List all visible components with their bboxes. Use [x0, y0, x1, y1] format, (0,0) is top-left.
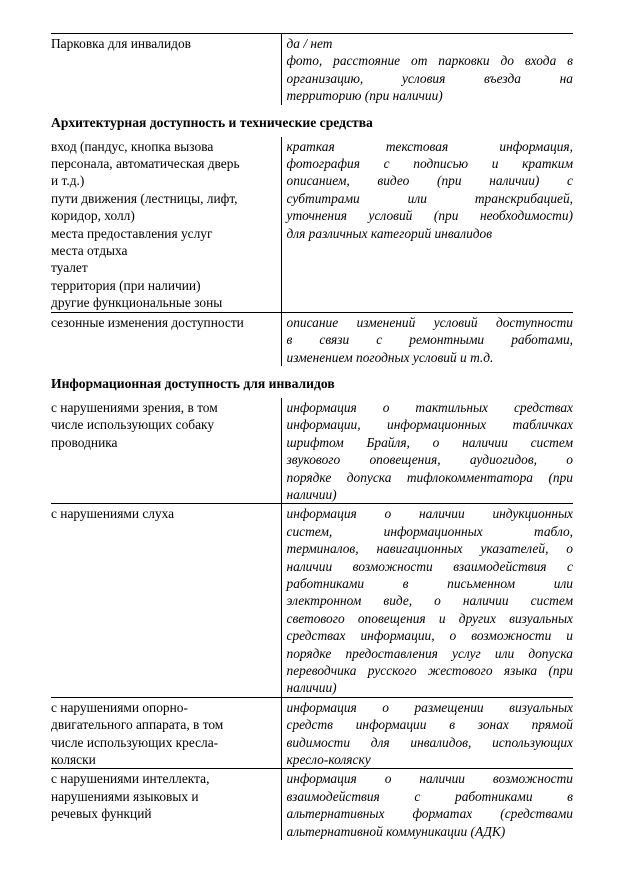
- value-line: шрифтом Брайля, о наличии систем: [286, 434, 573, 450]
- row-value: [281, 769, 573, 840]
- label-line: Парковка для инвалидов: [51, 36, 191, 51]
- label-line: персонала, автоматическая дверь: [51, 156, 240, 172]
- label-line: места отдыха: [51, 243, 128, 259]
- table-row: [51, 398, 573, 504]
- label-line: числе использующих кресла-: [51, 734, 219, 750]
- informational-table: [51, 398, 573, 840]
- value-line: краткая текстовая информация,: [286, 138, 573, 154]
- table-row: [51, 504, 573, 697]
- label-line: нарушениями языковых и: [51, 788, 199, 804]
- value-line: кресло-коляску: [286, 752, 371, 768]
- row-label: [51, 504, 281, 697]
- row-value: [281, 137, 573, 313]
- label-line: территория (при наличии): [51, 277, 201, 293]
- value-line: наличии): [286, 680, 337, 696]
- label-line: с нарушениями опорно-: [51, 699, 188, 715]
- label-line: числе использующих собаку: [51, 417, 215, 433]
- row-value: [281, 34, 573, 105]
- value-line: видимости для инвалидов, использующих: [286, 734, 573, 750]
- value-line: работниками в письменном или: [286, 575, 573, 591]
- row-label: [51, 398, 281, 504]
- value-line: информация о наличии индукционных: [286, 506, 573, 522]
- value-line: средствах информации, о возможности и: [286, 628, 573, 644]
- label-line: двигательного аппарата, в том: [51, 717, 224, 733]
- label-line: вход (пандус, кнопка вызова: [51, 138, 214, 154]
- value-line: уточнения условий (при необходимости): [286, 208, 573, 224]
- value-line: описанием, видео (при наличии) с: [286, 173, 573, 189]
- value-line: альтернативных форматах (средствами: [286, 806, 573, 822]
- value-line: для различных категорий инвалидов: [286, 225, 493, 241]
- table-row: [51, 697, 573, 769]
- label-line: с нарушениями интеллекта,: [51, 771, 210, 787]
- value-line: информация о наличии возможности: [286, 771, 573, 787]
- value-line: взаимодействия с работниками в: [286, 788, 573, 804]
- row-value: [281, 697, 573, 769]
- label-line: пути движения (лестницы, лифт,: [51, 190, 238, 206]
- row-label: [51, 312, 281, 366]
- value-line: электронном виде, о наличии систем: [286, 593, 573, 609]
- row-value: [281, 312, 573, 366]
- architectural-table: [51, 137, 573, 366]
- parking-table: [51, 33, 573, 105]
- value-line: средств информации в зонах прямой: [286, 717, 573, 733]
- section-heading-architectural: Архитектурная доступность и технические средства: [51, 114, 373, 130]
- label-line: речевых функций: [51, 806, 152, 822]
- value-line: фотография с подписью и кратким: [286, 156, 573, 172]
- label-line: другие функциональные зоны: [51, 295, 223, 311]
- value-line: изменением погодных условий и т.д.: [286, 349, 494, 365]
- document-page: [51, 33, 573, 840]
- label-line: и т.д.): [51, 173, 85, 189]
- row-label: [51, 137, 281, 313]
- section-heading-informational: Информационная доступность для инвалидов: [51, 375, 335, 391]
- table-row: [51, 137, 573, 313]
- table-row: [51, 34, 573, 105]
- label-line: коляски: [51, 752, 96, 768]
- value-line: переводчика русского жестового языка (при: [286, 663, 573, 678]
- label-line: проводника: [51, 434, 118, 450]
- table-row: [51, 769, 573, 840]
- table-row: [51, 312, 573, 366]
- value-line: звукового оповещения, аудиогидов, о: [286, 452, 573, 468]
- label-line: с нарушениями слуха: [51, 506, 175, 522]
- row-label: [51, 34, 281, 105]
- value-line: наличии): [286, 486, 337, 502]
- value-line: информация о размещении визуальных: [286, 699, 573, 715]
- value-line: информации, информационных табличках: [286, 417, 573, 433]
- label-line: туалет: [51, 260, 88, 276]
- value-line: альтернативной коммуникации (АДК): [286, 823, 506, 839]
- row-label: [51, 697, 281, 769]
- value-line: да / нет: [286, 36, 333, 51]
- value-line: в связи с ремонтными работами,: [286, 332, 573, 348]
- value-line: фото, расстояние от парковки до входа в: [286, 53, 573, 69]
- value-line: порядке допуска тифлокомментатора (при: [286, 469, 573, 485]
- value-line: информация о тактильных средствах: [286, 399, 573, 415]
- value-line: субтитрами или транскрибацией,: [286, 190, 573, 206]
- row-value: [281, 398, 573, 504]
- value-line: организацию, условия въезда на: [286, 70, 573, 86]
- value-line: систем, информационных табло,: [286, 523, 573, 539]
- row-label: [51, 769, 281, 840]
- value-line: порядке предоставления услуг или допуска: [286, 645, 573, 661]
- row-value: [281, 504, 573, 697]
- label-line: с нарушениями зрения, в том: [51, 399, 218, 415]
- value-line: светового оповещения и других визуальных: [286, 610, 573, 626]
- value-line: терминалов, навигационных указателей, о: [286, 541, 573, 557]
- label-line: коридор, холл): [51, 208, 135, 224]
- value-line: описание изменений условий доступности: [286, 314, 573, 330]
- value-line: территорию (при наличии): [286, 88, 443, 104]
- label-line: места предоставления услуг: [51, 225, 213, 241]
- label-line: сезонные изменения доступности: [51, 314, 244, 330]
- value-line: наличии возможности взаимодействия с: [286, 558, 573, 574]
